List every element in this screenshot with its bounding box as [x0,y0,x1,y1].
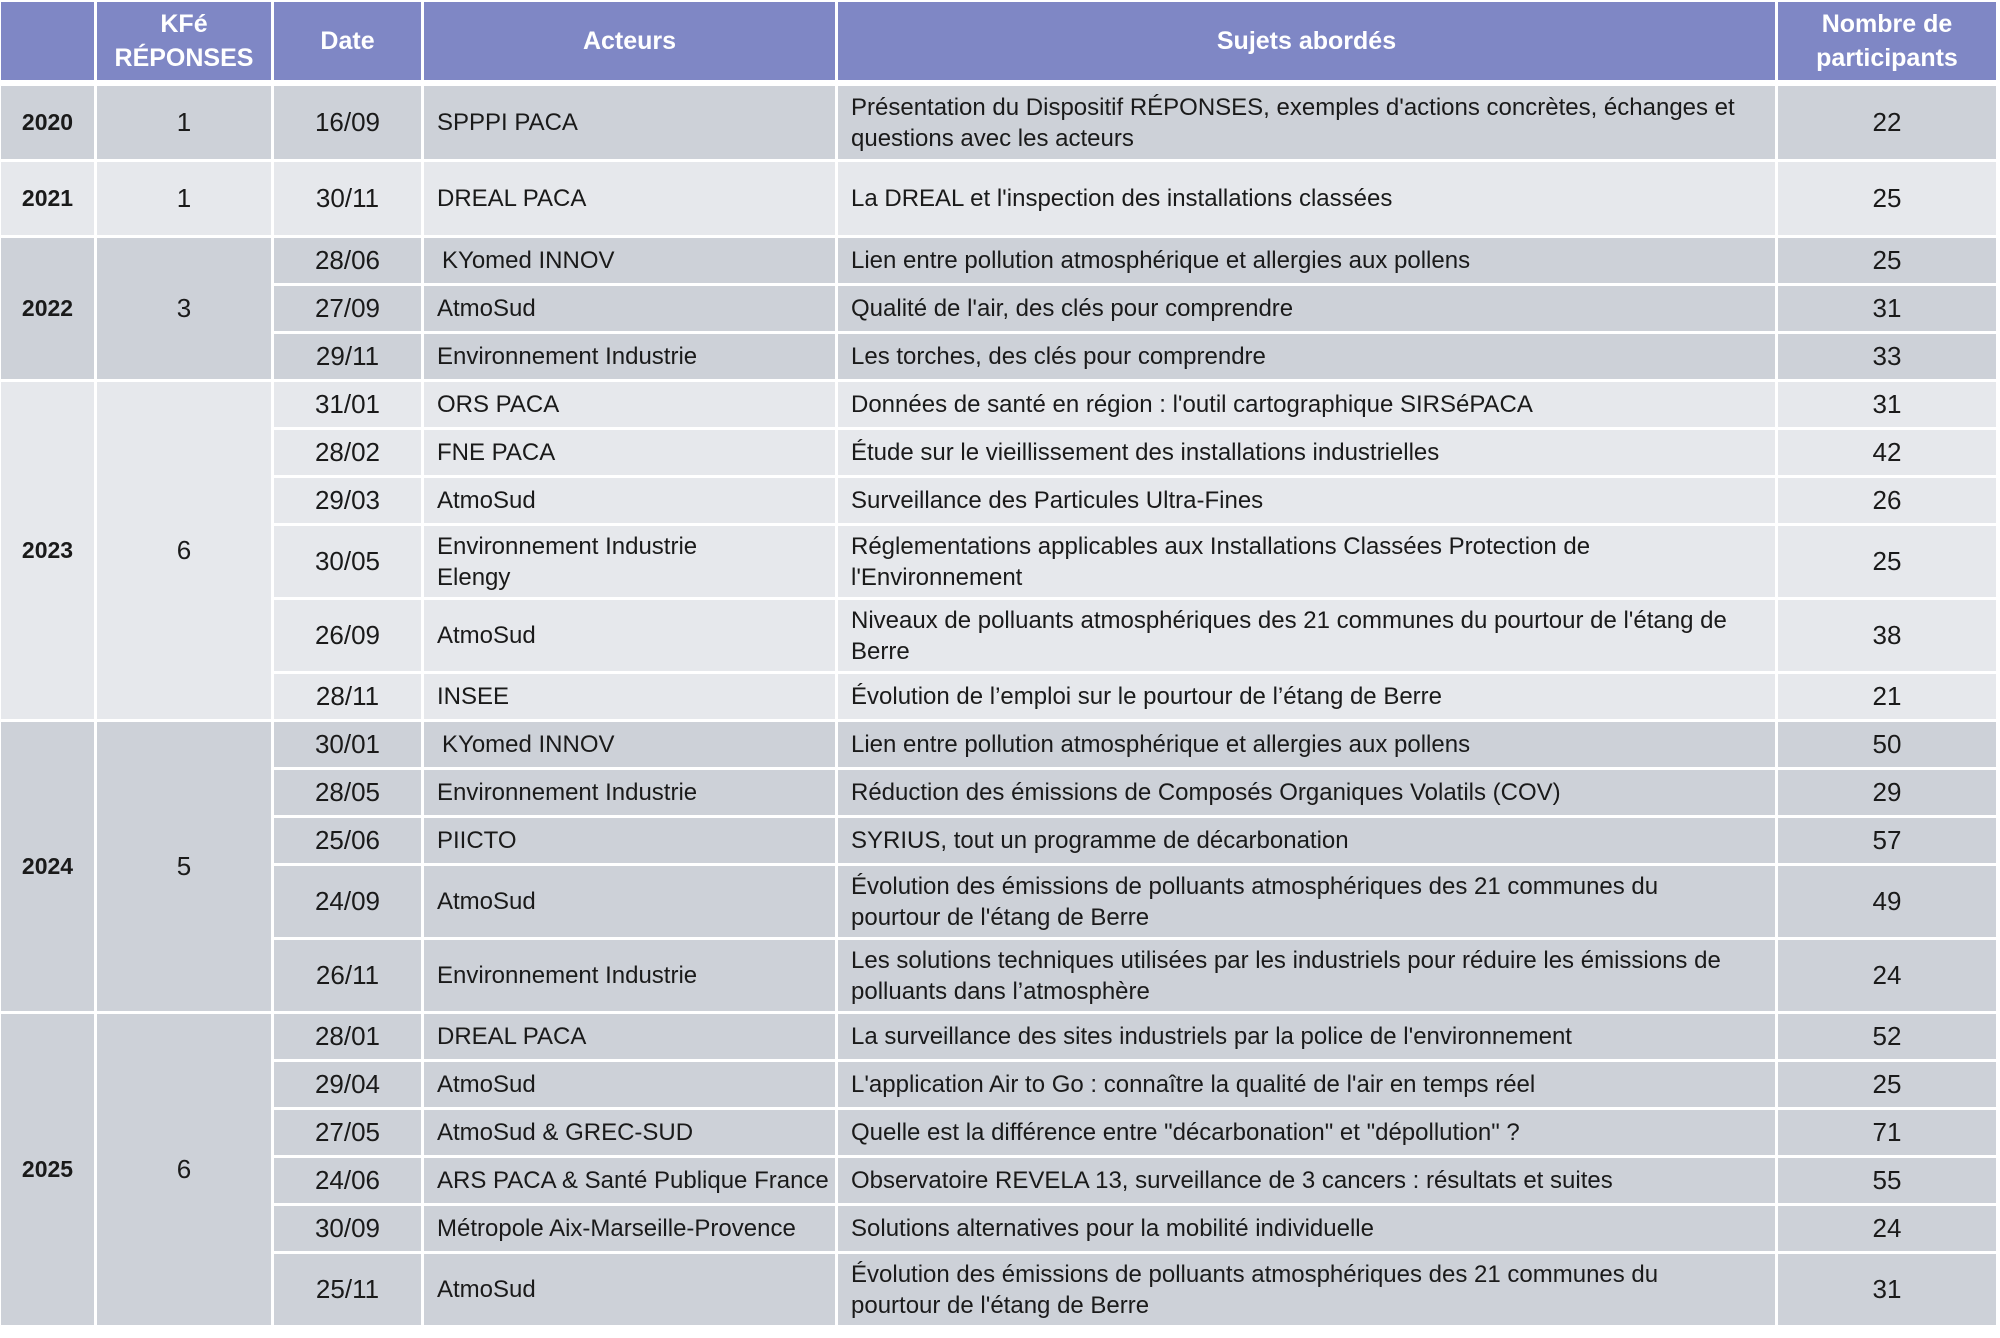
subject-cell [838,866,1778,940]
date-cell: 28/02 [274,430,424,478]
actor-cell [424,162,838,238]
actor-cell [424,674,838,722]
actor-line: ARS PACA & Santé Publique France [437,1167,829,1194]
subject-line: Évolution de l’emploi sur le pourtour de l’étang de Berre [851,683,1443,710]
year-cell: 2024 [1,722,97,1014]
participants-cell: 25 [1778,526,1996,600]
actor-cell [424,940,838,1014]
actor-line: AtmoSud [437,1071,536,1098]
subject-line: Réduction des émissions de Composés Organiques Volatils (COV) [851,779,1561,806]
actor-cell [424,430,838,478]
subject-line: SYRIUS, tout un programme de décarbonation [851,827,1349,854]
subject-line: L'application Air to Go : connaître la qualité de l'air en temps réel [851,1071,1536,1098]
participants-cell: 71 [1778,1110,1996,1158]
date-cell: 28/01 [274,1014,424,1062]
year-cell: 2020 [1,86,97,162]
actor-line: Métropole Aix-Marseille-Provence [437,1215,796,1242]
subject-cell [838,526,1778,600]
participants-cell: 25 [1778,1062,1996,1110]
kfe-count-cell: 1 [97,162,274,238]
participants-cell: 31 [1778,286,1996,334]
date-cell: 29/11 [274,334,424,382]
date-cell: 26/11 [274,940,424,1014]
header-year [1,2,97,86]
participants-cell: 24 [1778,940,1996,1014]
subject-line: questions avec les acteurs [851,124,1134,152]
table-row [1,818,1996,866]
year-cell: 2023 [1,382,97,722]
subject-cell [838,818,1778,866]
subject-cell [838,722,1778,770]
actor-line: KYomed INNOV [442,731,615,758]
table-row [1,1014,1996,1062]
table-row [1,866,1996,940]
date-cell: 30/11 [274,162,424,238]
table-row [1,1206,1996,1254]
actor-line: DREAL PACA [437,185,587,212]
year-cell: 2022 [1,238,97,382]
actor-cell [424,1254,838,1328]
participants-cell: 31 [1778,1254,1996,1328]
subject-line: Surveillance des Particules Ultra-Fines [851,487,1264,514]
subject-line: Niveaux de polluants atmosphériques des 21 communes du pourtour de l'étang de [851,606,1727,634]
header-kfe-line2: RÉPONSES [114,44,254,72]
subject-line: Solutions alternatives pour la mobilité individuelle [851,1215,1374,1242]
subject-line: Berre [851,637,910,665]
subject-line: Quelle est la différence entre "décarbonation" et "dépollution" ? [851,1119,1520,1146]
participants-cell: 52 [1778,1014,1996,1062]
table-row [1,674,1996,722]
actor-cell [424,86,838,162]
subject-line: Les solutions techniques utilisées par les industriels pour réduire les émissions de [851,946,1721,974]
year-cell: 2025 [1,1014,97,1328]
header-participants-line2: participants [1816,44,1958,72]
kfe-count-cell: 6 [97,1014,274,1328]
kfe-count-cell: 6 [97,382,274,722]
actor-line: Environnement Industrie [437,779,698,806]
subject-line: Étude sur le vieillissement des installations industrielles [851,439,1440,466]
actor-line: INSEE [437,683,510,710]
table-row [1,770,1996,818]
subject-cell [838,1206,1778,1254]
participants-cell: 33 [1778,334,1996,382]
subject-line: l'Environnement [851,563,1023,591]
subject-cell [838,1062,1778,1110]
participants-cell: 21 [1778,674,1996,722]
header-row [1,2,1996,86]
table-row [1,238,1996,286]
participants-cell: 24 [1778,1206,1996,1254]
date-cell: 26/09 [274,600,424,674]
actor-cell [424,1206,838,1254]
date-cell: 29/03 [274,478,424,526]
kfe-sessions-table [1,2,1996,1328]
subject-cell [838,334,1778,382]
kfe-count-cell: 5 [97,722,274,1014]
actor-cell [424,818,838,866]
table-row [1,478,1996,526]
header-participants-line1: Nombre de [1821,10,1953,38]
table-row [1,430,1996,478]
subject-cell [838,430,1778,478]
subject-line: pourtour de l'étang de Berre [851,1291,1150,1319]
actor-line: ORS PACA [437,391,560,418]
date-cell: 24/06 [274,1158,424,1206]
actor-line: DREAL PACA [437,1023,587,1050]
actor-cell [424,600,838,674]
actor-cell [424,1062,838,1110]
participants-cell: 22 [1778,86,1996,162]
header-subjects: Sujets abordés [838,2,1778,86]
date-cell: 30/09 [274,1206,424,1254]
header-kfe-line1: KFé [160,10,208,38]
participants-cell: 29 [1778,770,1996,818]
table-row [1,526,1996,600]
header-participants [1778,2,1996,86]
date-cell: 30/01 [274,722,424,770]
actor-line: Environnement Industrie [437,343,698,370]
table-row [1,722,1996,770]
participants-cell: 57 [1778,818,1996,866]
table-body [1,86,1996,1328]
table-row [1,382,1996,430]
subject-line: Les torches, des clés pour comprendre [851,343,1266,370]
subject-cell [838,478,1778,526]
date-cell: 27/09 [274,286,424,334]
participants-cell: 25 [1778,162,1996,238]
subject-cell [838,1158,1778,1206]
actor-cell [424,478,838,526]
subject-line: pourtour de l'étang de Berre [851,903,1150,931]
header-kfe-reponses [97,2,274,86]
actor-line: FNE PACA [437,439,556,466]
actor-line: Environnement Industrie [437,962,698,989]
actor-line: Elengy [437,563,511,591]
subject-cell [838,770,1778,818]
table-row [1,940,1996,1014]
date-cell: 31/01 [274,382,424,430]
actor-cell [424,722,838,770]
table-row [1,334,1996,382]
subject-cell [838,382,1778,430]
subject-cell [838,286,1778,334]
date-cell: 30/05 [274,526,424,600]
actor-line: AtmoSud [437,888,536,915]
subject-line: polluants dans l’atmosphère [851,977,1150,1005]
actor-line: SPPPI PACA [437,109,578,136]
participants-cell: 31 [1778,382,1996,430]
actor-line: KYomed INNOV [442,247,615,274]
actor-cell [424,238,838,286]
actor-cell [424,382,838,430]
actor-line: AtmoSud [437,295,536,322]
subject-cell [838,600,1778,674]
date-cell: 16/09 [274,86,424,162]
date-cell: 27/05 [274,1110,424,1158]
table-row [1,86,1996,162]
date-cell: 24/09 [274,866,424,940]
table-row [1,1158,1996,1206]
subject-line: Qualité de l'air, des clés pour comprendre [851,295,1294,322]
participants-cell: 55 [1778,1158,1996,1206]
actor-line: AtmoSud [437,622,536,649]
year-cell: 2021 [1,162,97,238]
participants-cell: 26 [1778,478,1996,526]
actor-cell [424,770,838,818]
subject-line: Évolution des émissions de polluants atmosphériques des 21 communes du [851,872,1659,900]
subject-cell [838,1110,1778,1158]
table-row [1,162,1996,238]
actor-cell [424,1014,838,1062]
subject-cell [838,1014,1778,1062]
actor-cell [424,286,838,334]
subject-cell [838,940,1778,1014]
subject-line: Lien entre pollution atmosphérique et allergies aux pollens [851,247,1471,274]
subject-line: La surveillance des sites industriels par la police de l'environnement [851,1023,1572,1050]
table-row [1,600,1996,674]
subject-line: Données de santé en région : l'outil cartographique SIRSéPACA [851,391,1533,418]
date-cell: 28/06 [274,238,424,286]
actor-line: PIICTO [437,827,517,854]
actor-cell [424,526,838,600]
subject-cell [838,86,1778,162]
subject-cell [838,238,1778,286]
actor-line: AtmoSud & GREC-SUD [437,1119,694,1146]
table-row [1,1110,1996,1158]
actor-cell [424,1110,838,1158]
actor-line: AtmoSud [437,1276,536,1303]
subject-line: Réglementations applicables aux Installations Classées Protection de [851,532,1591,560]
participants-cell: 49 [1778,866,1996,940]
actor-line: AtmoSud [437,487,536,514]
date-cell: 28/11 [274,674,424,722]
subject-cell [838,674,1778,722]
actor-cell [424,1158,838,1206]
participants-cell: 38 [1778,600,1996,674]
participants-cell: 50 [1778,722,1996,770]
table-row [1,1254,1996,1328]
actor-cell [424,866,838,940]
participants-cell: 25 [1778,238,1996,286]
actor-line: Environnement Industrie [437,532,698,560]
table-row [1,286,1996,334]
subject-cell [838,162,1778,238]
subject-line: Présentation du Dispositif RÉPONSES, exemples d'actions concrètes, échanges et [851,93,1735,121]
subject-cell [838,1254,1778,1328]
actor-cell [424,334,838,382]
date-cell: 25/06 [274,818,424,866]
subject-line: Observatoire REVELA 13, surveillance de 3 cancers : résultats et suites [851,1167,1613,1194]
kfe-count-cell: 1 [97,86,274,162]
subject-line: Lien entre pollution atmosphérique et allergies aux pollens [851,731,1471,758]
date-cell: 25/11 [274,1254,424,1328]
kfe-count-cell: 3 [97,238,274,382]
date-cell: 29/04 [274,1062,424,1110]
subject-line: Évolution des émissions de polluants atmosphériques des 21 communes du [851,1260,1659,1288]
subject-line: La DREAL et l'inspection des installations classées [851,185,1393,212]
table-row [1,1062,1996,1110]
header-date: Date [274,2,424,86]
participants-cell: 42 [1778,430,1996,478]
date-cell: 28/05 [274,770,424,818]
header-actors: Acteurs [424,2,838,86]
